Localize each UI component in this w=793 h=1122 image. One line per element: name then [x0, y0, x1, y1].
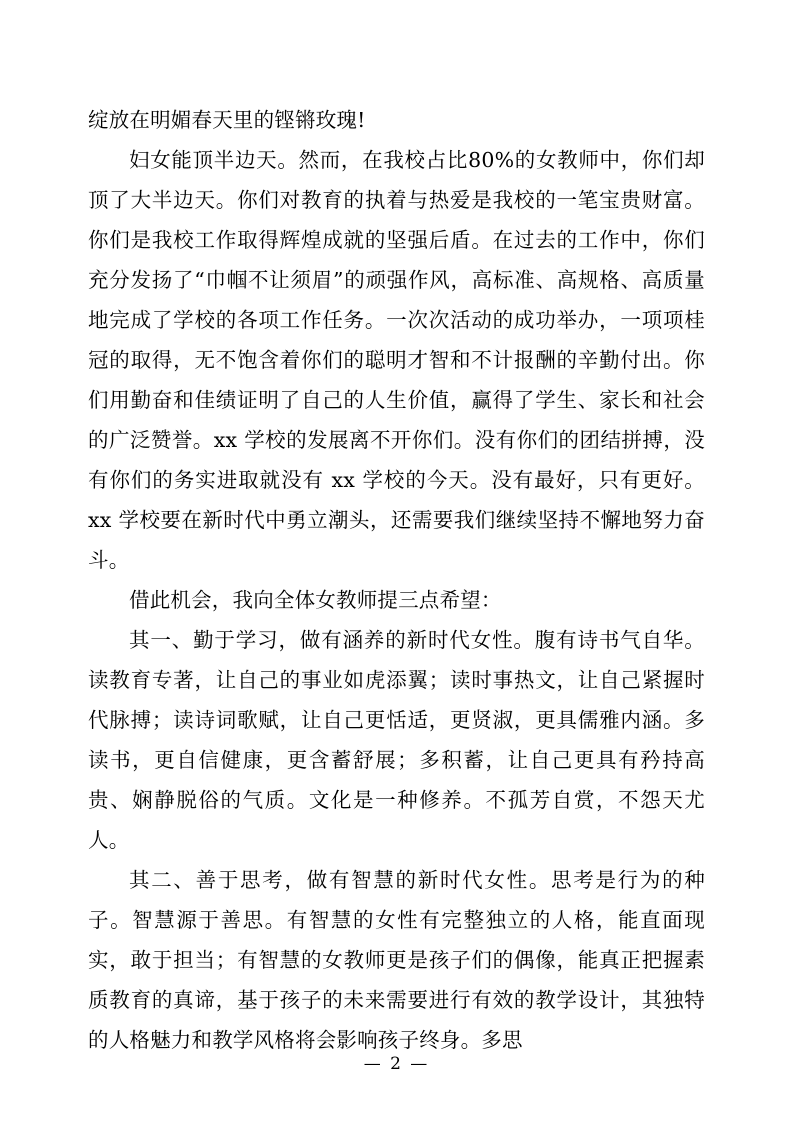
paragraph-opening-line: 绽放在明媚春天里的铿锵玫瑰! [88, 108, 366, 132]
paragraph-hope-one-study: 其一、勤于学习，做有涵养的新时代女性。腹有诗书气自华。读教育专著，让自己的事业如虎添翼；读时事热文，让自己紧握时代脉搏；读诗词歌赋，让自己更恬适，更贤淑，更具儒雅内涵。多读书，更自信健康，更含蓄舒展；多积蓄，让自己更具有矜持高贵、娴静脱俗的气质。文化是一种修养。不孤芳自赏，不怨天尤人。 [88, 628, 705, 852]
document-body [88, 100, 705, 1060]
paragraph-women-hold-up-half-sky: 妇女能顶半边天。然而，在我校占比80%的女教师中，你们却顶了大半边天。你们对教育的执着与热爱是我校的一笔宝贵财富。你们是我校工作取得辉煌成就的坚强后盾。在过去的工作中，你们充分发扬了“巾帼不让须眉”的顽强作风，高标准、高规格、高质量地完成了学校的各项工作任务。一次次活动的成功举办，一项项桂冠的取得，无不饱含着你们的聪明才智和不计报酬的辛勤付出。你们用勤奋和佳绩证明了自己的人生价值，赢得了学生、家长和社会的广泛赞誉。xx 学校的发展离不开你们。没有你们的团结拼搏，没有你们的务实进取就没有 xx 学校的今天。没有最好，只有更好。xx 学校要在新时代中勇立潮头，还需要我们继续坚持不懈地努力奋斗。 [88, 148, 705, 572]
paragraph-hope-two-thinking: 其二、善于思考，做有智慧的新时代女性。思考是行为的种子。智慧源于善思。有智慧的女性有完整独立的人格，能直面现实，敢于担当；有智慧的女教师更是孩子们的偶像，能真正把握素质教育的真谛，基于孩子的未来需要进行有效的教学设计，其独特的人格魅力和教学风格将会影响孩子终身。多思 [88, 868, 705, 1052]
paragraph-three-hopes-intro: 借此机会，我向全体女教师提三点希望： [129, 588, 502, 612]
page-number-footer: — 2 — [363, 1054, 430, 1074]
